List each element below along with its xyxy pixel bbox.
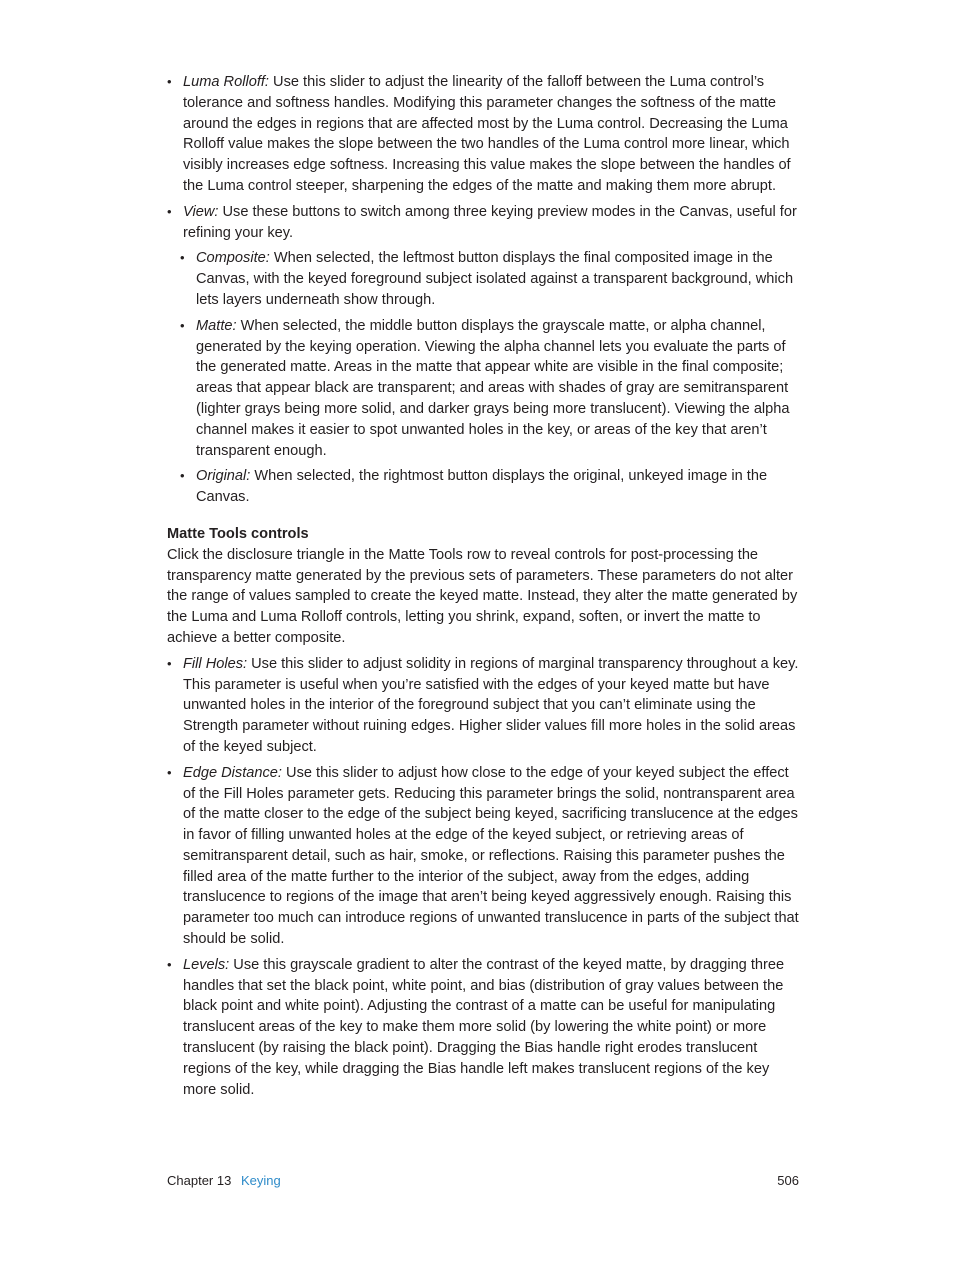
bullet-fill-holes [167,654,799,758]
section-heading: Matte Tools controls [167,525,309,542]
bullet-term: Levels: [183,956,230,973]
bullet-luma-rolloff [167,72,799,197]
bullet-edge-distance [167,763,799,950]
bullet-levels [167,955,799,1101]
bullet-text: Use this slider to adjust how close to the edge of your keyed subject the effect of the Fill Holes parameter gets. Reducing this parameter brings the solid, nontransparent area of the matte closer to the edge of the subject being keyed, sacrificing translucence at the edges in favor of filling unwanted holes at the edge of the keyed subject, or retrieving areas of semitransparent detail, such as hair, smoke, or reflections. Raising this parameter pushes the filled area of the matte further to the interior of the subject, away from the edges, adding translucence to regions of the image that aren’t being keyed aggressively enough. Raising this parameter too much can introduce regions of unwanted translucence in parts of the subject that should be solid. [183,764,799,948]
subbullet-matte [180,316,799,462]
bullet-term: Luma Rolloff: [183,74,269,90]
bullet-text: Use this slider to adjust the linearity of the falloff between the Luma control’s tolerance and softness handles. Modifying this parameter changes the softness of the matte around the edges in regions that are affected most by the Luma control. Decreasing the Luma Rolloff value makes the slope between the two handles of the Luma control more linear, which visibly increases edge softness. Increasing this value makes the slope between the handles of the Luma control steeper, sharpening the edges of the matte and making them more abrupt. [183,74,791,194]
section-intro: Click the disclosure triangle in the Matte Tools row to reveal controls for post-processing the transparency matte generated by the previous sets of parameters. These parameters do not alter the range of values sampled to create the keyed matte. Instead, they alter the matte generated by the Luma and Luma Rolloff controls, letting you shrink, expand, soften, or invert the matte to achieve a better composite. [167,546,798,646]
bullet-dot: • [167,764,172,780]
bullet-term: View: [183,203,219,220]
page-number: 506 [777,1173,799,1188]
subbullet-original [180,466,799,508]
bullet-dot: • [167,956,172,972]
footer-chapter: Chapter 13 [167,1173,232,1188]
bullet-text: When selected, the rightmost button displays the original, unkeyed image in the Canvas. [196,468,768,506]
bullet-view [167,202,799,244]
footer-chapter-link[interactable]: Keying [241,1173,281,1188]
bullet-text: Use this slider to adjust solidity in regions of marginal transparency throughout a key. This parameter is useful when you’re satisfied with the edges of your keyed matte but have unwanted holes in the interior of the foreground subject that you can’t eliminate using the Strength parameter without ruining edges. Higher slider values fill more holes in the solid areas of the keyed subject. [183,655,799,755]
bullet-text: When selected, the leftmost button displays the final composited image in the Canvas, with the keyed foreground subject isolated against a transparent background, which lets layers underneath show through. [196,250,794,308]
bullet-text: Use these buttons to switch among three keying preview modes in the Canvas, useful for refining your key. [183,203,797,241]
bullet-dot: • [167,203,172,219]
bullet-term: Edge Distance: [183,764,282,781]
bullet-text: When selected, the middle button displays the grayscale matte, or alpha channel, generated by the keying operation. Viewing the alpha channel lets you evaluate the parts of the generated matte. Areas in the matte that appear white are visible in the final composite; areas that appear black are transparent; and areas with shades of gray are semitransparent (lighter grays being more solid, and darker grays being more translucent). Viewing the alpha channel makes it easier to spot unwanted holes in the key, or areas of the key that aren’t transparent enough. [196,317,790,459]
bullet-term: Original: [196,468,251,485]
bullet-dot: • [167,655,172,671]
page-content [167,72,799,1105]
bullet-dot: • [180,250,185,266]
bullet-dot: • [167,74,172,89]
bullet-dot: • [180,317,185,333]
bullet-term: Fill Holes: [183,655,248,672]
bullet-text: Use this grayscale gradient to alter the contrast of the keyed matte, by dragging three handles that set the black point, white point, and bias (distribution of gray values between the black point and white point). Adjusting the contrast of a matte can be useful for manipulating translucent areas of the key to make them more solid (by lowering the white point) or more translucent (by raising the black point). Dragging the Bias handle right erodes translucent regions of the key, while dragging the Bias handle left makes translucent regions of the key more solid. [183,956,785,1098]
bullet-term: Matte: [196,317,237,334]
bullet-term: Composite: [196,250,270,267]
bullet-dot: • [180,468,185,484]
subbullet-composite [180,248,799,310]
